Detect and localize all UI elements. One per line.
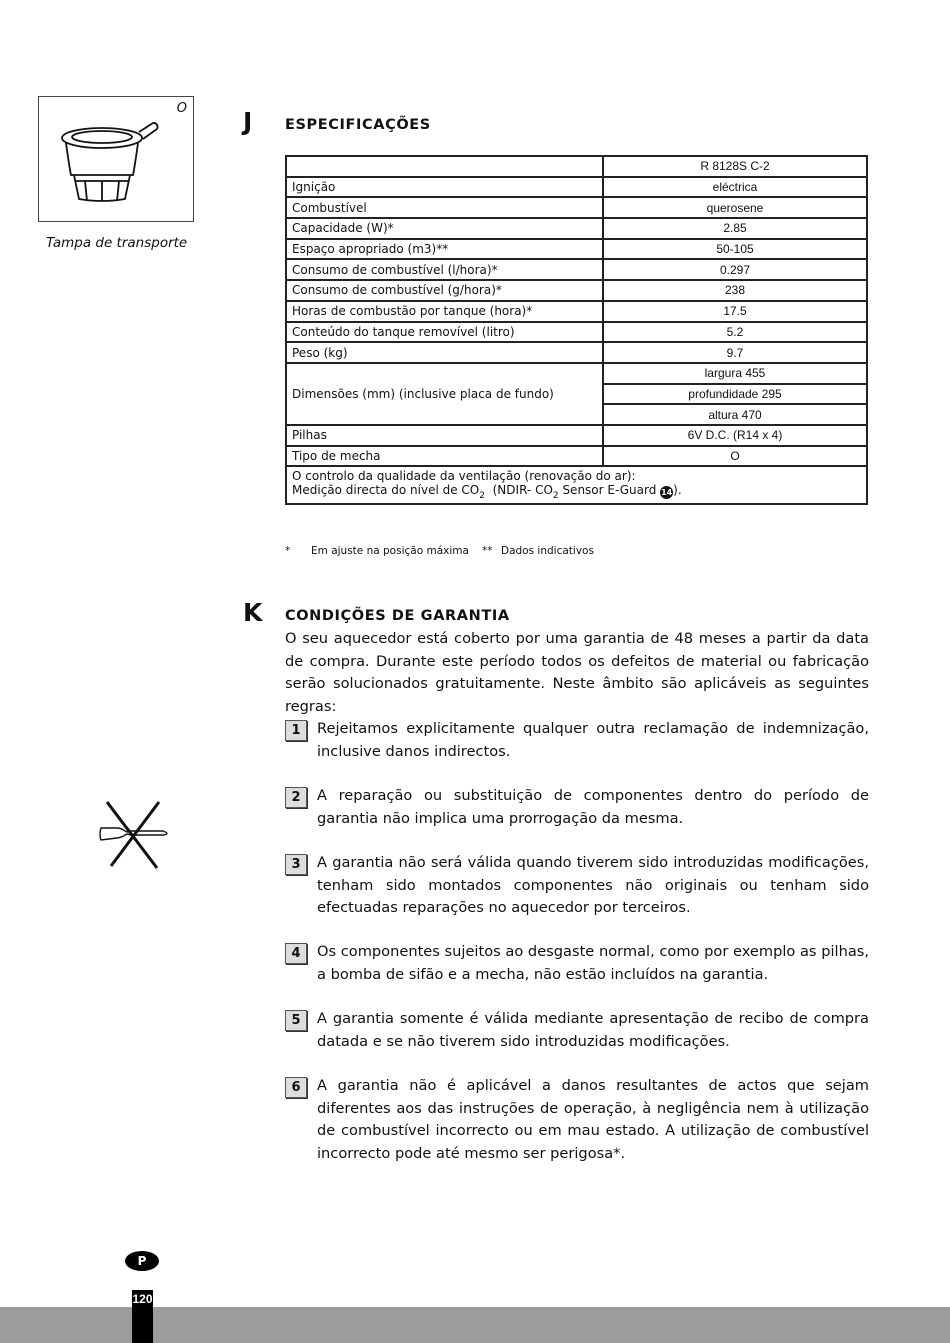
spec-value: 238: [603, 280, 867, 301]
spec-value: 9.7: [603, 342, 867, 363]
spec-label: Pilhas: [286, 425, 603, 446]
model-header: R 8128S C-2: [603, 156, 867, 177]
spec-value: 50-105: [603, 239, 867, 260]
table-row: [286, 177, 867, 198]
footnote-text: Em ajuste na posição máxima: [311, 545, 469, 557]
subscript: 2: [552, 491, 559, 502]
rule-number-badge: 3: [285, 854, 307, 875]
note-line-1: O controlo da qualidade da ventilação (renovação do ar):: [292, 469, 636, 484]
language-badge: P: [125, 1251, 159, 1271]
dimensions-label: Dimensões (mm) (inclusive placa de fundo): [286, 363, 603, 425]
rule-text: A garantia não é aplicável a danos resultantes de actos que sejam diferentes aos das instruções de operação, à negligência nem à utilização de combustível incorrecto ou em mau estado. A utilização de combustível incorrecto pode até mesmo ser perigosa*.: [317, 1077, 869, 1162]
warranty-rule: [285, 785, 869, 830]
ventilation-note: [286, 466, 867, 504]
table-row: [286, 239, 867, 260]
rule-number-badge: 4: [285, 943, 307, 964]
warranty-rule: [285, 718, 869, 763]
spec-value: 2.85: [603, 218, 867, 239]
rule-text: Os componentes sujeitos ao desgaste normal, como por exemplo as pilhas, a bomba de sifão e a mecha, não estão incluídos na garantia.: [317, 943, 869, 983]
note-text: Sensor E-Guard: [558, 483, 661, 498]
spec-label: Consumo de combustível (l/hora)*: [286, 259, 603, 280]
table-row: [286, 342, 867, 363]
dimension-height: altura 470: [603, 404, 867, 425]
rule-number-badge: 2: [285, 787, 307, 808]
page-number: 120: [132, 1290, 153, 1343]
rule-text: A reparação ou substituição de componentes dentro do período de garantia não implica uma prorrogação da mesma.: [317, 787, 869, 827]
spec-label: Ignição: [286, 177, 603, 198]
section-title-warranty: CONDIÇÕES DE GARANTIA: [285, 608, 510, 624]
no-screwdriver-icon: [97, 800, 173, 870]
figure-label: O: [176, 101, 187, 116]
spec-label: Tipo de mecha: [286, 446, 603, 467]
spec-label: Combustível: [286, 197, 603, 218]
spec-label: Horas de combustão por tanque (hora)*: [286, 301, 603, 322]
section-letter-j: J: [243, 107, 253, 136]
transport-cap-icon: [57, 115, 167, 205]
table-header-empty: [286, 156, 603, 177]
warranty-rule: [285, 941, 869, 986]
warranty-rule: [285, 1008, 869, 1053]
table-row: [286, 425, 867, 446]
note-text: (NDIR- CO: [485, 483, 553, 498]
spec-value: 6V D.C. (R14 x 4): [603, 425, 867, 446]
table-row: [286, 301, 867, 322]
spec-value: O: [603, 446, 867, 467]
rule-number-badge: 1: [285, 720, 307, 741]
table-row: [286, 280, 867, 301]
table-row: [286, 363, 867, 384]
spec-value: 17.5: [603, 301, 867, 322]
table-row: [286, 197, 867, 218]
warranty-rule: [285, 1075, 869, 1165]
rule-number-badge: 6: [285, 1077, 307, 1098]
table-row: [286, 218, 867, 239]
note-text: Medição directa do nível de CO: [292, 483, 480, 498]
spec-value: querosene: [603, 197, 867, 218]
specifications-table: [285, 155, 868, 505]
warranty-rule: [285, 852, 869, 920]
footnote-mark: **: [482, 545, 493, 557]
section-title-specifications: ESPECIFICAÇÕES: [285, 117, 431, 133]
section-letter-k: K: [243, 598, 263, 627]
table-row: [286, 259, 867, 280]
figure-caption: Tampa de transporte: [46, 235, 188, 251]
rule-text: Rejeitamos explicitamente qualquer outra reclamação de indemnização, inclusive danos indirectos.: [317, 720, 869, 760]
rule-number-badge: 5: [285, 1010, 307, 1031]
table-row: [286, 466, 867, 504]
dimension-depth: profundidade 295: [603, 384, 867, 405]
note-text: ).: [673, 483, 682, 498]
spec-label: Capacidade (W)*: [286, 218, 603, 239]
footnote-mark: *: [285, 545, 291, 557]
transport-cap-figure: [38, 96, 194, 222]
spec-value: 0.297: [603, 259, 867, 280]
rule-text: A garantia não será válida quando tiverem sido introduzidas modificações, tenham sido montados componentes não originais ou tenham sido efectuadas reparações no aquecedor por terceiros.: [317, 854, 869, 916]
spec-label: Peso (kg): [286, 342, 603, 363]
table-row: [286, 446, 867, 467]
warranty-intro: O seu aquecedor está coberto por uma garantia de 48 meses a partir da data de compra. Durante este período todos os defeitos de material ou fabricação serão solucionados gratuitamente. Neste âmbito são aplicáveis as seguintes regras:: [285, 630, 869, 715]
subscript: 2: [479, 491, 485, 502]
footnote-text: Dados indicativos: [501, 545, 594, 557]
spec-value: 5.2: [603, 322, 867, 343]
spec-label: Conteúdo do tanque removível (litro): [286, 322, 603, 343]
rule-text: A garantia somente é válida mediante apresentação de recibo de compra datada e se não tiverem sido introduzidas modificações.: [317, 1010, 869, 1050]
dimension-width: largura 455: [603, 363, 867, 384]
spec-label: Consumo de combustível (g/hora)*: [286, 280, 603, 301]
spec-label: Espaço apropriado (m3)**: [286, 239, 603, 260]
table-row: [286, 322, 867, 343]
circled-reference-icon: 14: [661, 488, 673, 498]
table-row: [286, 156, 867, 177]
spec-value: eléctrica: [603, 177, 867, 198]
